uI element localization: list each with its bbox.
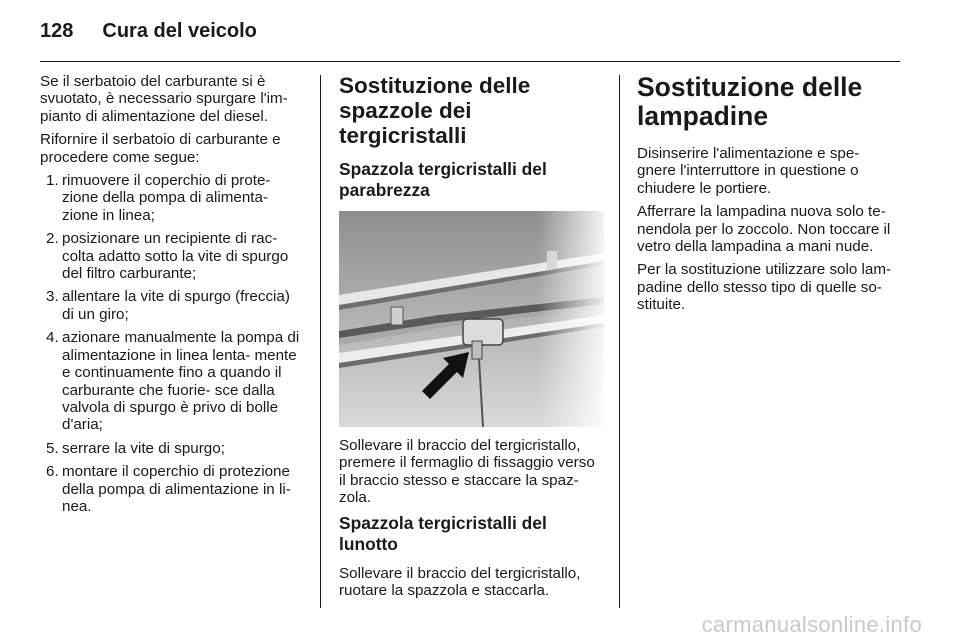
middle-column	[339, 73, 604, 605]
step-number: 2.	[46, 230, 59, 248]
step-number: 6.	[46, 463, 59, 481]
bulb-paragraph-1: Disinserire l'alimentazione e spe- gnere l'interruttore in questione o chiudere le portiere.	[637, 145, 860, 197]
column-divider-2	[619, 75, 620, 608]
list-item	[40, 440, 305, 457]
page-header	[40, 20, 257, 52]
page-number: 128	[40, 20, 74, 42]
windshield-wiper-subtitle: Spazzola tergicristalli del parabrezza	[339, 159, 547, 200]
column-divider-1	[320, 75, 321, 608]
wiper-section-title: Sostituzione delle spazzole dei tergicristalli	[339, 73, 531, 148]
step-number: 1.	[46, 172, 59, 190]
step-text: serrare la vite di spurgo;	[62, 439, 225, 457]
step-text: allentare la vite di spurgo (freccia) di un giro;	[62, 288, 290, 323]
steps-list	[40, 172, 305, 515]
step-number: 3.	[46, 288, 59, 306]
step-number: 4.	[46, 329, 59, 347]
right-column	[637, 73, 902, 320]
wiper-illustration	[339, 211, 604, 427]
bulb-paragraph-2: Afferrare la lampadina nuova solo te- nendola per lo zoccolo. Non toccare il vetro della lampadina a mani nude.	[637, 203, 891, 256]
list-item	[40, 288, 305, 323]
chapter-title: Cura del veicolo	[102, 20, 257, 42]
list-item	[40, 463, 305, 515]
intro-paragraph: Se il serbatoio del carburante si è svuotato, è necessario spurgare l'im- pianto di alimentazione del diesel.	[40, 73, 288, 125]
bulb-paragraph-3: Per la sostituzione utilizzare solo lam- padine dello stesso tipo di quelle so- stituite.	[637, 261, 892, 314]
rear-wiper-text: Sollevare il braccio del tergicristallo, ruotare la spazzola e staccarla.	[339, 564, 581, 600]
bulb-section-title: Sostituzione delle lampadine	[637, 72, 863, 131]
step-number: 5.	[46, 439, 59, 457]
watermark: carmanualsonline.info	[701, 612, 922, 637]
refill-paragraph: Rifornire il serbatoio di carburante e procedere come segue:	[40, 131, 281, 166]
step-text: montare il coperchio di protezione della pompa di alimentazione in li- nea.	[62, 463, 291, 515]
list-item	[40, 172, 305, 224]
step-text: azionare manualmente la pompa di alimentazione in linea lenta- mente e continuamente fino a quando il carburante che fuorie- sce dalla valvola di spurgo è privo di bolle d'aria;	[62, 329, 300, 434]
step-text: rimuovere il coperchio di prote- zione della pompa di alimenta- zione in linea;	[62, 172, 271, 224]
list-item	[40, 230, 305, 282]
rear-wiper-subtitle: Spazzola tergicristalli del lunotto	[339, 512, 547, 554]
windshield-wiper-text: Sollevare il braccio del tergicristallo, premere il fermaglio di fissaggio verso il braccio stesso e staccare la spaz- zola.	[339, 437, 595, 507]
list-item	[40, 329, 305, 433]
left-column	[40, 73, 305, 521]
step-text: posizionare un recipiente di rac- colta adatto sotto la vite di spurgo del filtro carburante;	[62, 230, 289, 283]
header-rule	[40, 61, 900, 62]
